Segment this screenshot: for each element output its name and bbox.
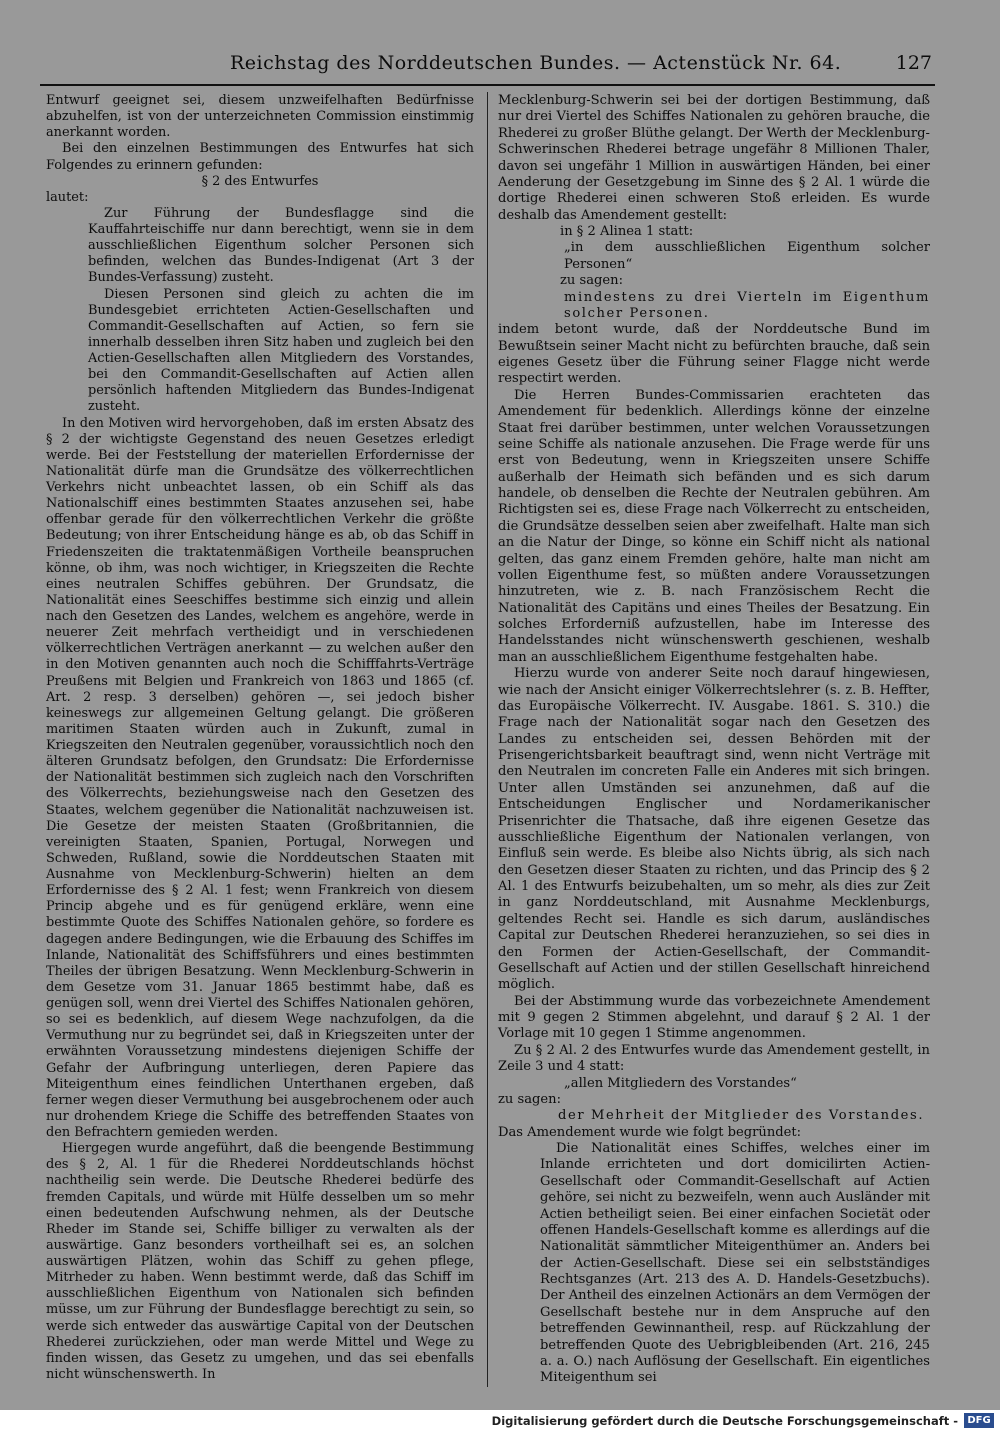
paragraph: indem betont wurde, daß der Norddeutsche Bund im Bewußtsein seiner Macht nicht zu befürchten brauche, daß sein eigenes Gesetz über die Führung seiner Flagge nicht werde respectirt werden. <box>498 322 930 387</box>
paragraph: zu sagen: <box>560 273 623 289</box>
dfg-logo: DFG <box>964 1413 994 1428</box>
paragraph: zu sagen: <box>498 1091 561 1107</box>
footer-bar <box>0 1410 1000 1432</box>
paragraph: „allen Mitgliedern des Vorstandes“ <box>564 1075 797 1091</box>
funding-note: Digitalisierung gefördert durch die Deutsche Forschungsgemeinschaft - <box>491 1414 958 1428</box>
paragraph: Zu § 2 Al. 2 des Entwurfes wurde das Amendement gestellt, in Zeile 3 und 4 statt: <box>498 1042 930 1075</box>
page-header <box>40 52 940 82</box>
paragraph: Die Nationalität eines Schiffes, welches einer im Inlande errichteten und dort domicilirten Actien-Gesellschaft oder Commandit-Gesellschaft auf Actien gehöre, sei nicht zu bezweifeln, wenn auch Ausländer mit Actien betheiligt seien. Bei einer einfachen Societät oder offenen Handels-Gesellschaft komme es allerdings auf die Nationalität sämmtlicher Miteigenthümer an. Anders bei der Actien-Gesellschaft. Diese sei ein selbstständiges Rechtsganzes (Art. 213 des A. D. Handels-Gesetzbuchs). Der Antheil des einzelnen Actionärs an dem Vermögen der Gesellschaft bestehe nur in dem Anspruche auf den betreffenden Gewinnantheil, resp. auf Rückzahlung der betreffenden Quote des Uebrigbleibenden (Art. 216, 245 a. a. O.) nach Auflösung der Gesellschaft. Ein eigentliches Miteigenthum sei <box>540 1141 930 1386</box>
paragraph: Die Herren Bundes-Commissarien erachteten das Amendement für bedenklich. Allerdings könne der einzelne Staat frei darüber bestimmen, unter welchen Voraussetzungen seine Schiffe als nationale anzusehen. Die Frage werde für uns erst von Bedeutung, wenn in Kriegszeiten unsere Schiffe außerhalb der Heimath sich befänden und es sich darum handele, ob denselben die Rechte der Neutralen gebühren. Am Richtigsten sei es, diese Frage nach Völkerrecht zu entscheiden, die Grundsätze desselben seien aber zweifelhaft. Halte man sich an die Natur der Dinge, so könne ein Schiff nicht als national gelten, das ganz einem Fremden gehöre, halte man nicht am vollen Eigenthume fest, so müßten andere Voraussetzungen hinzutreten, wie z. B. nach Französischem Recht die Nationalität des Capitäns und eines Theiles der Besatzung. Ein solches Erforderniß aufzustellen, habe im Interesse des Handelsstandes nicht wünschenswerth geschienen, weshalb man an ausschließlichem Eigenthume festgehalten habe. <box>498 387 930 665</box>
paragraph: Hiergegen wurde angeführt, daß die beengende Bestimmung des § 2, Al. 1 für die Rhederei Norddeutschlands höchst nachtheilig sein werde. Die Deutsche Rhederei bedürfe des fremden Capitals, und würde mit Hülfe desselben um so mehr einen bedeutenden Aufschwung nehmen, als der Deutsche Rheder im Stande sei, Schiffe billiger zu verwalten als der auswärtige. Ganz besonders vortheilhaft sei es, an solchen auswärtigen Plätzen, wohin das Schiff zu gehen pflege, Mitrheder zu haben. Wenn bestimmt werde, daß das Schiff im ausschließlichen Eigenthum von Nationalen sich befinden müsse, um zur Führung der Bundesflagge berechtigt zu sein, so werde sich entweder das auswärtige Capital von der Deutschen Rhederei zurückziehen, oder man werde Mittel und Wege zu finden wissen, das Gesetz zu umgehen, und das sei ebenfalls nicht wünschenswerth. In <box>46 1141 474 1382</box>
paragraph: In den Motiven wird hervorgehoben, daß im ersten Absatz des § 2 der wichtigste Gegenstand des neuen Gesetzes erledigt werde. Bei der Feststellung der materiellen Erfordernisse der Nationalität dürfe man die Grundsätze des völkerrechtlichen Verkehrs nicht unbeachtet lassen, ob ein Schiff als das Nationalschiff eines bestimmten Staates anzusehen sei, habe offenbar gerade für den völkerrechtlichen Verkehr die größte Bedeutung; von ihrer Entscheidung hänge es ab, ob das Schiff in Friedenszeiten die traktatenmäßigen Vortheile beanspruchen könne, ob ihm, was noch wichtiger, in Kriegszeiten die Rechte eines neutralen Schiffes gebühren. Der Grundsatz, die Nationalität eines Seeschiffes bestimme sich einzig und allein nach den Gesetzen des Landes, welchem es angehöre, werde in neuerer Zeit mehrfach vertheidigt und in verschiedenen völkerrechtlichen Verträgen anerkannt — zu welchen außer den in den Motiven genannten auch noch die Schifffahrts-Verträge Preußens mit Belgien und Frankreich von 1863 und 1865 (cf. Art. 2 resp. 3 derselben) gehören —, sei jedoch bisher keineswegs zur allgemeinen Geltung gelangt. Die größeren maritimen Staaten würden auch in Zukunft, zumal in Kriegszeiten den Neutralen gegenüber, voraussichtlich noch den älteren Grundsatz befolgen, den Grundsatz: Die Erfordernisse der Nationalität bestimmen sich zugleich nach den Vorschriften des Völkerrechts, beziehungsweise nach den Gesetzen des Staates, welchem gegenüber die Nationalität nachzuweisen ist. Die Gesetze der meisten Staaten (Großbritannien, die vereinigten Staaten, Spanien, Portugal, Norwegen und Schweden, Rußland, sowie die Norddeutschen Staaten mit Ausnahme von Mecklenburg-Schwerin) hielten an dem Erfordernisse des § 2 Al. 1 fest; wenn Frankreich von diesem Princip abgehe und es für genügend erkläre, wenn eine bestimmte Quote des Schiffes Nationalen gehöre, so fordere es dagegen andere Bedingungen, wie die Erbauung des Schiffes im Inlande, Nationalität des Schiffsführers und eines bestimmten Theiles der übrigen Besatzung. Wenn Mecklenburg-Schwerin in dem Gesetze vom 31. Januar 1865 bestimmt habe, daß es genügen soll, wenn drei Viertel des Schiffes Nationalen gehören, so sei es bedenklich, auf diesem Wege nachzufolgen, da die Vermuthung nur zu begründet sei, daß in Kriegszeiten unter der erwähnten Voraussetzung mindestens diejenigen Schiffe der Gefahr der Aufbringung unterliegen, deren Papiere das Miteigenthum eines feindlichen Unterthanen ergeben, daß ferner wegen dieser Vermuthung bei ausgebrochenem oder auch nur drohendem Kriege die Schiffe des betreffenden Staates von den Befrachtern gemieden werden. <box>46 415 474 1140</box>
column-divider <box>487 92 488 1387</box>
paragraph: „in dem ausschließlichen Eigenthum solcher Personen“ <box>564 240 930 272</box>
paragraph: Entwurf geeignet sei, diesem unzweifelhaften Bedürfnisse abzuhelfen, ist von der unterzeichneten Commission einstimmig anerkannt worden. <box>46 93 474 141</box>
left-column <box>46 93 474 1383</box>
paragraph: in § 2 Alinea 1 statt: <box>560 224 694 239</box>
paragraph: Hierzu wurde von anderer Seite noch darauf hingewiesen, wie nach der Ansicht einiger Völkerrechtslehrer (s. z. B. Heffter, das Europäische Völkerrecht. IV. Ausgabe. 1861. S. 310.) die Frage nach der Nationalität sogar nach den Gesetzen des Landes zu entscheiden sei, dessen Behörden mit der Prisengerichtsbarkeit beauftragt sind, wenn nicht Verträge mit den Neutralen im concreten Falle ein Anderes mit sich bringen. Unter allen Umständen sei anzunehmen, daß auf die Entscheidungen Englischer und Nordamerikanischer Prisenrichter die Thatsache, daß ihre eigenen Gesetze das ausschließliche Eigenthum der Nationalen verlangen, von Einfluß sein werde. Es bleibe also Nichts übrig, als sich nach den Gesetzen dieser Staaten zu richten, und das Princip des § 2 Al. 1 des Entwurfs beizubehalten, um so mehr, als dies zur Zeit in ganz Norddeutschland, mit Ausnahme Mecklenburgs, geltendes Recht sei. Handle es sich darum, ausländisches Capital zur Deutschen Rhederei heranzuziehen, so sei dies in den Formen der Actien-Gesellschaft, der Commandit-Gesellschaft auf Actien und der stillen Gesellschaft hinreichend möglich. <box>498 666 930 993</box>
paragraph: der Mehrheit der Mitglieder des Vorstandes. <box>558 1108 925 1124</box>
paragraph: Mecklenburg-Schwerin sei bei der dortigen Bestimmung, daß nur drei Viertel des Schiffes Nationalen zu gehören brauche, die Rhederei zu großer Blüthe gelangt. Der Werth der Mecklenburg-Schwerinschen Rhederei betrage ungefähr 8 Millionen Thaler, davon sei ungefähr 1 Million in auswärtigen Händen, bei einer Aenderung der Gesetzgebung im Sinne des § 2 Al. 1 würde die dortige Rhederei einen schweren Stoß erleiden. Es wurde deshalb das Amendement gestellt: <box>498 93 930 223</box>
page-number: 127 <box>895 52 932 74</box>
paragraph: mindestens zu drei Vierteln im Eigenthum solcher Personen. <box>564 289 930 321</box>
paragraph: Bei den einzelnen Bestimmungen des Entwurfes hat sich Folgendes zu erinnern gefunden: <box>46 141 474 173</box>
paragraph: § 2 des Entwurfes <box>201 173 319 189</box>
right-column <box>498 93 930 1387</box>
paragraph: lautet: <box>46 189 89 205</box>
paragraph: Zur Führung der Bundesflagge sind die Kauffahrteischiffe nur dann berechtigt, wenn sie in dem ausschließlichen Eigenthum solcher Personen sich befinden, welchen das Bundes-Indigenat (Art 3 der Bundes-Verfassung) zusteht. <box>88 205 474 286</box>
header-rule <box>40 84 935 86</box>
paragraph: Diesen Personen sind gleich zu achten die im Bundesgebiet errichteten Actien-Gesellschaften und Commandit-Gesellschaften auf Actien, so fern sie innerhalb desselben ihren Sitz haben und zugleich bei den Actien-Gesellschaften allen Mitgliedern des Vorstandes, bei den Commandit-Gesellschaften auf Actien allen persönlich haftenden Mitgliedern das Bundes-Indigenat zusteht. <box>88 286 474 415</box>
running-title: Reichstag des Norddeutschen Bundes. — Actenstück Nr. 64. <box>230 52 842 74</box>
paragraph: Das Amendement wurde wie folgt begründet: <box>498 1124 802 1140</box>
paragraph: Bei der Abstimmung wurde das vorbezeichnete Amendement mit 9 gegen 2 Stimmen abgelehnt, und darauf § 2 Al. 1 der Vorlage mit 10 gegen 1 Stimme angenommen. <box>498 993 930 1042</box>
